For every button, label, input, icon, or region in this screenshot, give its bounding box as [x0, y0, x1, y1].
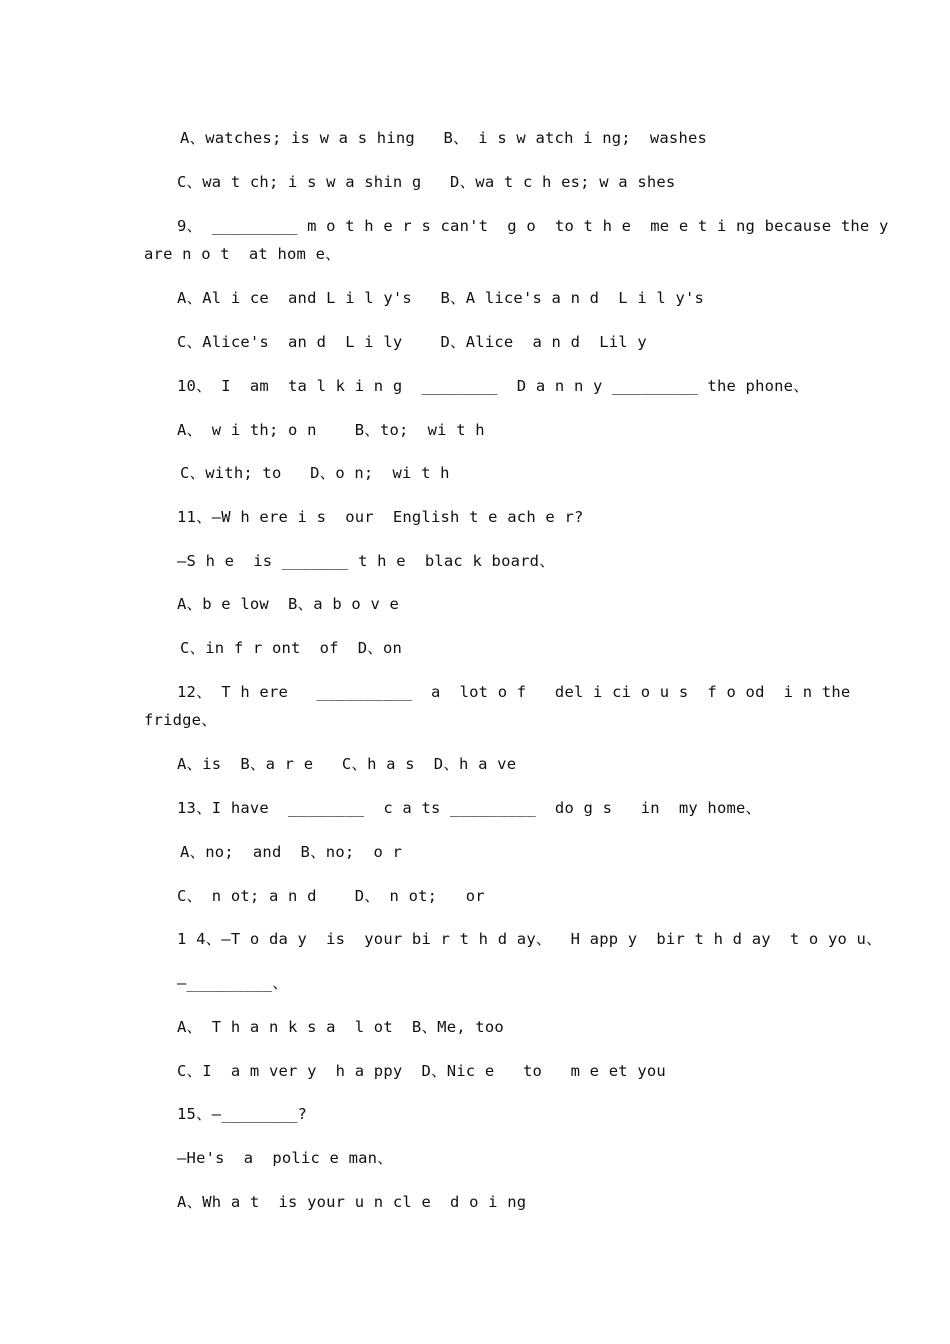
text-line: A、 w i th; o n B、to; wi t h — [177, 421, 485, 439]
question-10-line: 10、 I am ta l k i n g ________ D a n n y _________ the phone、 — [177, 377, 809, 395]
text-line: A、no; and B、no; o r — [180, 843, 403, 861]
question-9-line: 9、 _________ m o t h e r s can't g o to t h e me e t i ng because the y — [177, 217, 889, 235]
text-line: A、 T h a n k s a l ot B、Me, too — [177, 1018, 504, 1036]
text-line: C、I a m ver y h a ppy D、Nic e to m e et you — [177, 1062, 666, 1080]
text-line: A、Al i ce and L i l y's B、A lice's a n d L i l y's — [177, 289, 705, 307]
text-line: —He's a polic e man、 — [177, 1149, 393, 1167]
question-12-line: 12、 T h ere __________ a lot o f del i ci o u s f o od i n the — [177, 683, 851, 701]
question-11-line: 11、—W h ere i s our English t e ach e r? — [177, 508, 584, 526]
text-line: C、Alice's an d L i ly D、Alice a n d Lil y — [177, 333, 647, 351]
question-14-line: 1 4、—T o da y is your bi r t h d ay、 H app y bir t h d ay t o yo u、 — [177, 930, 882, 948]
text-line: C、in f r ont of D、on — [180, 639, 403, 657]
text-line: C、wa t ch; i s w a shin g D、wa t c h es; w a shes — [177, 173, 676, 191]
text-line: A、is B、a r e C、h a s D、h a ve — [177, 755, 517, 773]
text-line: are n o t at hom e、 — [144, 245, 341, 263]
text-line: —_________、 — [177, 974, 289, 992]
text-line: A、b e low B、a b o v e — [177, 595, 400, 613]
text-line: fridge、 — [144, 711, 217, 729]
text-line: C、 n ot; a n d D、 n ot; or — [177, 887, 485, 905]
text-line: A、watches; is w a s hing B、 i s w atch i ng; washes — [180, 129, 708, 147]
text-line: C、with; to D、o n; wi t h — [180, 464, 450, 482]
question-15-line: 15、—________? — [177, 1105, 308, 1123]
text-line: A、Wh a t is your u n cl e d o i ng — [177, 1193, 527, 1211]
text-line: —S h e is _______ t h e blac k board、 — [177, 552, 555, 570]
question-13-line: 13、I have ________ c a ts _________ do g s in my home、 — [177, 799, 762, 817]
